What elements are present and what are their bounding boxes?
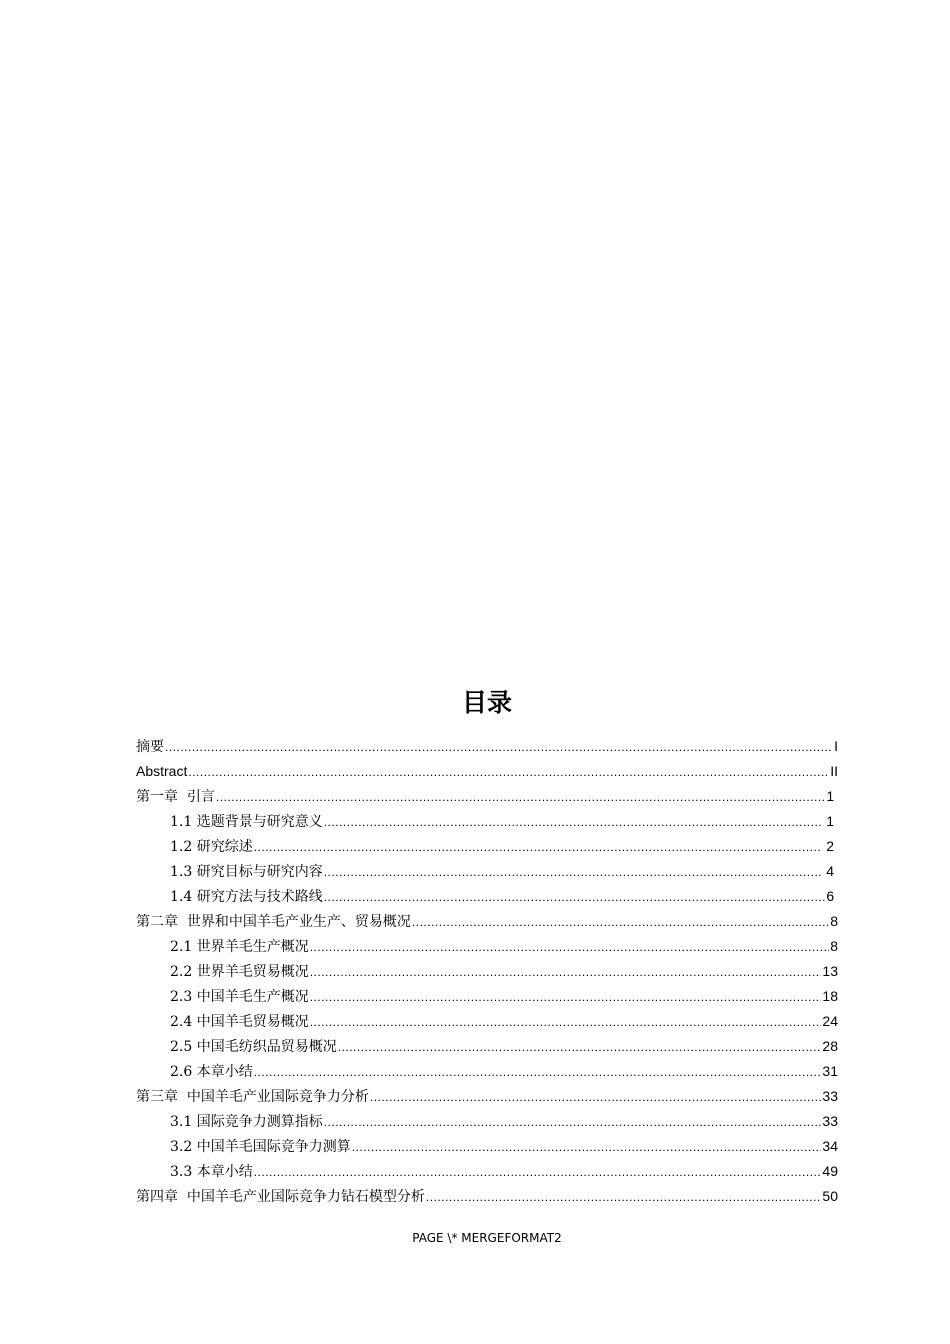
toc-entry-label: 2.6 本章小结 [170,1064,253,1080]
dot-leader [338,1036,822,1059]
toc-entry-label: 1.1 选题背景与研究意义 [170,814,323,830]
toc-entry[interactable] [136,1185,838,1210]
toc-entry-page: 33 [822,1113,838,1129]
toc-entry-page: 18 [822,988,838,1004]
toc-entry-page: 49 [822,1163,838,1179]
dot-leader [254,836,822,859]
toc-entry-page: 28 [822,1038,838,1054]
dot-leader [324,1111,822,1134]
dot-leader [352,1136,822,1159]
toc-entry-label: 2.3 中国羊毛生产概况 [170,989,309,1005]
toc-entry[interactable] [136,1035,838,1060]
toc-entry[interactable] [136,760,838,785]
toc-entry-label: 摘要 [136,739,164,755]
toc-entry-page: 24 [822,1013,838,1029]
toc-entry-label: 第一章 引言 [136,789,215,805]
toc-entry-page: 4 [822,863,838,879]
toc-entry-label: 2.1 世界羊毛生产概况 [170,939,309,955]
page-footer: PAGE \* MERGEFORMAT2 [412,1231,562,1245]
dot-leader [254,1061,822,1084]
toc-entry[interactable] [136,1135,838,1160]
toc-entry-page: I [834,738,838,754]
toc-entry-label: 3.2 中国羊毛国际竞争力测算 [170,1139,351,1155]
toc-entry[interactable] [136,1085,838,1110]
toc-entry[interactable] [136,1010,838,1035]
toc-entry-label: Abstract [136,763,188,779]
toc-entry-page: 50 [822,1188,838,1204]
dot-leader [310,961,822,984]
toc-entry[interactable] [136,960,838,985]
toc-entry-page: 34 [822,1138,838,1154]
dot-leader [310,986,822,1009]
toc-entry-page: 1 [826,788,838,804]
toc-entry-label: 1.4 研究方法与技术路线 [170,889,323,905]
toc-entry-page: 33 [822,1088,838,1104]
toc-entry-page: 1 [822,813,838,829]
toc-entry[interactable] [136,1060,838,1085]
table-of-contents [136,735,838,1210]
toc-entry-label: 第四章 中国羊毛产业国际竞争力钻石模型分析 [136,1189,425,1205]
toc-entry-label: 1.3 研究目标与研究内容 [170,864,323,880]
toc-entry-page: II [830,763,838,779]
toc-entry-page: 31 [822,1063,838,1079]
toc-entry[interactable] [136,910,838,935]
toc-entry-label: 3.3 本章小结 [170,1164,253,1180]
toc-entry[interactable] [136,935,838,960]
dot-leader [324,861,822,884]
dot-leader [324,886,826,909]
toc-entry[interactable] [136,835,838,860]
toc-entry[interactable] [136,1160,838,1185]
toc-entry-page: 8 [830,938,838,954]
dot-leader [310,1011,822,1034]
dot-leader [412,911,829,934]
toc-entry-label: 2.5 中国毛纺织品贸易概况 [170,1039,337,1055]
toc-entry-page: 13 [822,963,838,979]
toc-entry[interactable] [136,985,838,1010]
toc-entry-page: 6 [826,888,838,904]
dot-leader [254,1161,822,1184]
dot-leader [216,786,825,809]
toc-entry[interactable] [136,785,838,810]
dot-leader [165,736,833,759]
dot-leader [370,1086,822,1109]
toc-entry-label: 第二章 世界和中国羊毛产业生产、贸易概况 [136,914,411,930]
dot-leader [324,811,822,834]
toc-entry-page: 8 [830,913,838,929]
dot-leader [188,761,829,784]
toc-entry-page: 2 [822,838,838,854]
toc-entry-label: 2.2 世界羊毛贸易概况 [170,964,309,980]
toc-entry[interactable] [136,735,838,760]
dot-leader [310,936,829,959]
toc-entry[interactable] [136,860,838,885]
dot-leader [426,1186,822,1209]
toc-entry-label: 第三章 中国羊毛产业国际竞争力分析 [136,1089,369,1105]
toc-entry[interactable] [136,885,838,910]
toc-entry[interactable] [136,1110,838,1135]
toc-title: 目录 [461,687,512,717]
toc-entry-label: 2.4 中国羊毛贸易概况 [170,1014,309,1030]
toc-entry[interactable] [136,810,838,835]
toc-entry-label: 3.1 国际竞争力测算指标 [170,1114,323,1130]
toc-entry-label: 1.2 研究综述 [170,839,253,855]
